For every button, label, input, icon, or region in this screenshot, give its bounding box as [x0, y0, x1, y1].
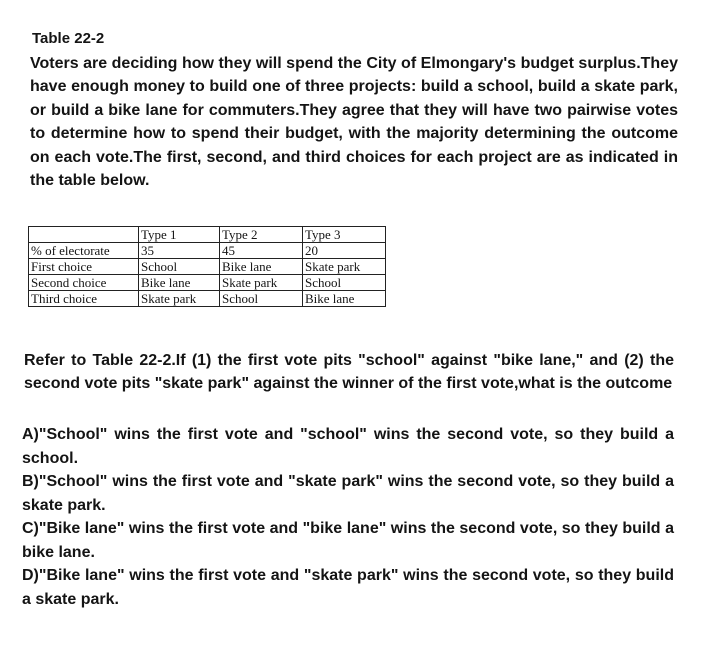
- table-cell: School: [220, 291, 303, 307]
- choice-b[interactable]: B)"School" wins the first vote and "skate park" wins the second vote, so they build a skate park.: [22, 473, 674, 514]
- table-header-cell: Type 3: [303, 227, 386, 243]
- choice-d[interactable]: D)"Bike lane" wins the first vote and "skate park" wins the second vote, so they build a skate park.: [22, 567, 674, 608]
- table-cell: 45: [220, 243, 303, 259]
- choice-a[interactable]: A)"School" wins the first vote and "school" wins the second vote, so they build a school.: [22, 426, 674, 467]
- table-cell: Third choice: [29, 291, 139, 307]
- table-row: [29, 259, 386, 275]
- table-cell: School: [139, 259, 220, 275]
- voter-preference-table: [28, 226, 386, 307]
- question-text: Refer to Table 22-2.If (1) the first vote pits "school" against "bike lane," and (2) the second vote pits "skate park" against the winner of the first vote,what is the outcome: [24, 352, 674, 392]
- table-row: [29, 275, 386, 291]
- table-cell: Bike lane: [303, 291, 386, 307]
- table-cell: First choice: [29, 259, 139, 275]
- table-cell: Second choice: [29, 275, 139, 291]
- table-cell: 20: [303, 243, 386, 259]
- intro-paragraph: Voters are deciding how they will spend the City of Elmongary's budget surplus.They have enough money to build one of three projects: build a school, build a skate park, or build a bike lane for commuters.They agree that they will have two pairwise votes to determine how to spend their budget, with the majority determining the outcome on each vote.The first, second, and third choices for each project are as indicated in the table below.: [30, 55, 678, 190]
- choice-c[interactable]: C)"Bike lane" wins the first vote and "bike lane" wins the second vote, so they build a bike lane.: [22, 520, 674, 561]
- table-cell: Skate park: [139, 291, 220, 307]
- table-row: [29, 291, 386, 307]
- table-header-row: [29, 227, 386, 243]
- table-cell: Bike lane: [139, 275, 220, 291]
- table-header-cell: Type 1: [139, 227, 220, 243]
- table-header-cell: Type 2: [220, 227, 303, 243]
- table-cell: School: [303, 275, 386, 291]
- table-header-cell: [29, 227, 139, 243]
- table-cell: % of electorate: [29, 243, 139, 259]
- table-cell: Skate park: [220, 275, 303, 291]
- table-heading: Table 22-2: [32, 30, 105, 47]
- table-cell: 35: [139, 243, 220, 259]
- table-cell: Bike lane: [220, 259, 303, 275]
- table-cell: Skate park: [303, 259, 386, 275]
- table-row: [29, 243, 386, 259]
- answer-choices: [22, 423, 674, 611]
